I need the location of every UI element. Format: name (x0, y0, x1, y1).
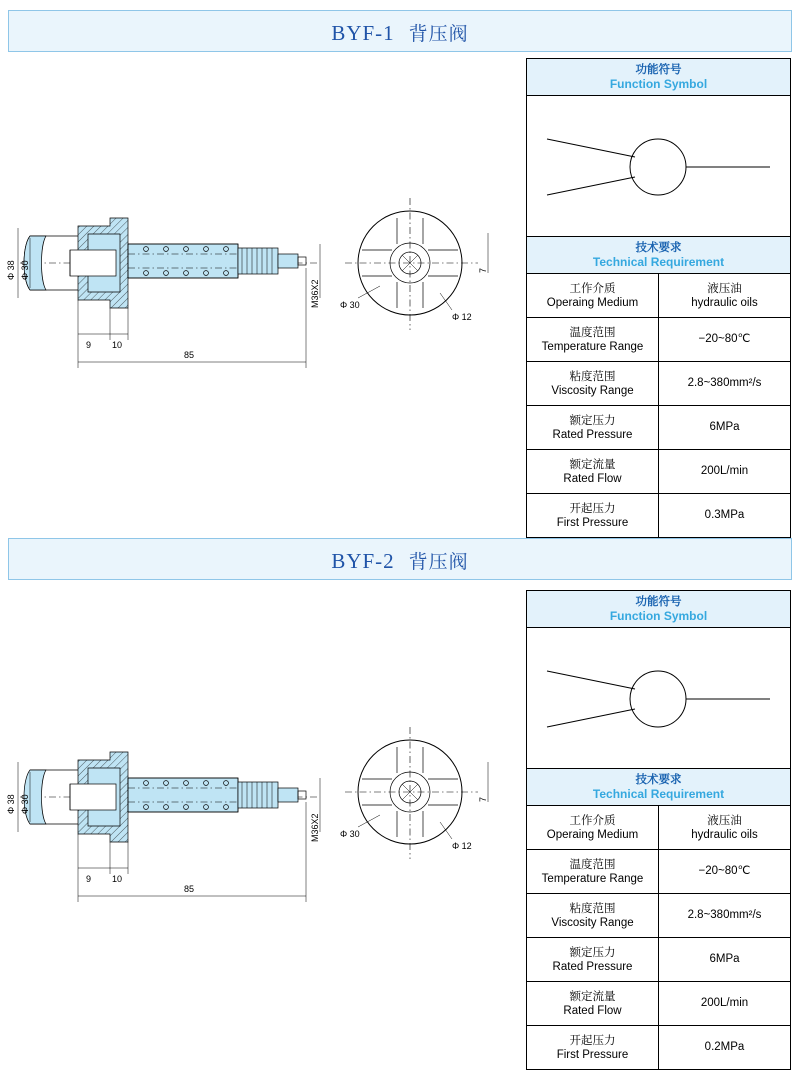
title-cn: 背压阀 (408, 551, 469, 573)
spec-label-en: First Pressure (556, 1048, 629, 1061)
symbol-header-en: Function Symbol (609, 76, 708, 91)
spec-value-first-pressure: 0.2MPa (659, 1026, 791, 1070)
spec-label-cn: 工作介质 (569, 281, 616, 296)
tech-header-en: Technical Requirement (592, 254, 725, 269)
spec-label-en: Rated Flow (563, 1004, 622, 1017)
dim-hole-dia: Φ 12 (452, 841, 472, 851)
function-symbol-icon (527, 97, 790, 235)
section-title-bar (8, 10, 792, 52)
spec-value-operating-medium (659, 274, 791, 318)
table-row (527, 274, 791, 318)
spec-value-en: hydraulic oils (691, 296, 758, 309)
spec-label-cn: 额定压力 (569, 945, 616, 960)
dim-hole-dia: Φ 12 (452, 312, 472, 322)
tech-header-cn: 技术要求 (635, 772, 682, 787)
table-row (527, 406, 791, 450)
title-cn: 背压阀 (408, 23, 469, 45)
spec-label-en: Viscosity Range (551, 384, 634, 397)
spec-label-en: Temperature Range (541, 340, 644, 353)
table-row (527, 982, 791, 1026)
spec-label-rated-flow (527, 450, 659, 494)
spec-value-first-pressure: 0.3MPa (659, 494, 791, 538)
dim-outer-dia: Φ 38 (6, 794, 16, 814)
tech-header-cn: 技术要求 (635, 240, 682, 255)
spec-value-operating-medium (659, 806, 791, 850)
table-row (527, 894, 791, 938)
spec-label-viscosity-range (527, 894, 659, 938)
section-title-bar (8, 538, 792, 580)
dim-thread: M36X2 (310, 813, 320, 842)
dim-inner-dia: Φ 30 (20, 794, 30, 814)
tech-header-cell (527, 769, 791, 806)
technical-drawing-byf-2 (0, 592, 525, 1002)
spec-label-en: Operaing Medium (546, 828, 639, 841)
dim-len-9: 9 (86, 340, 92, 350)
spec-label-en: Viscosity Range (551, 916, 634, 929)
spec-label-viscosity-range (527, 362, 659, 406)
page-title (9, 19, 791, 46)
technical-drawing-byf-1 (0, 58, 525, 458)
product-section-byf-1 (0, 0, 800, 530)
spec-label-en: Rated Pressure (552, 960, 633, 973)
spec-label-operating-medium (527, 274, 659, 318)
spec-label-cn: 额定流量 (569, 989, 616, 1004)
spec-label-temperature-range (527, 318, 659, 362)
side-view-assembly (20, 752, 320, 842)
table-row-tech-header (527, 769, 791, 806)
front-view (340, 198, 488, 330)
dim-thread: M36X2 (310, 279, 320, 308)
function-symbol-cell (527, 96, 791, 237)
function-symbol-cell (527, 628, 791, 769)
table-row (527, 938, 791, 982)
spec-table-byf-1 (526, 58, 791, 538)
spec-label-temperature-range (527, 850, 659, 894)
page-title (9, 547, 791, 574)
spec-value-temperature-range: −20~80℃ (659, 850, 791, 894)
spec-label-cn: 粘度范围 (569, 901, 616, 916)
spec-table-byf-2 (526, 590, 791, 1070)
dim-len-10: 10 (112, 874, 123, 884)
spec-label-en: First Pressure (556, 516, 629, 529)
spec-value-cn: 液压油 (707, 813, 742, 828)
dim-inner-dia: Φ 30 (20, 260, 30, 280)
dim-len-85: 85 (184, 350, 195, 360)
spec-value-cn: 液压油 (707, 281, 742, 296)
side-view-assembly (20, 218, 320, 308)
dim-thickness: 7 (478, 796, 488, 802)
spec-value-temperature-range: −20~80℃ (659, 318, 791, 362)
spec-label-cn: 开起压力 (569, 1033, 616, 1048)
spec-value-viscosity-range: 2.8~380mm²/s (659, 894, 791, 938)
function-symbol-icon (527, 629, 790, 767)
dim-outer-dia: Φ 38 (6, 260, 16, 280)
spec-value-rated-flow: 200L/min (659, 450, 791, 494)
spec-label-first-pressure (527, 1026, 659, 1070)
dim-thickness: 7 (478, 267, 488, 273)
spec-label-cn: 额定流量 (569, 457, 616, 472)
symbol-header-cn: 功能符号 (635, 62, 682, 77)
spec-label-cn: 开起压力 (569, 501, 616, 516)
spec-value-rated-flow: 200L/min (659, 982, 791, 1026)
table-row-symbol-header (527, 59, 791, 96)
table-row-symbol (527, 628, 791, 769)
table-row (527, 318, 791, 362)
title-code: BYF-1 (331, 21, 395, 45)
spec-value-rated-pressure: 6MPa (659, 938, 791, 982)
spec-label-cn: 额定压力 (569, 413, 616, 428)
spec-value-viscosity-range: 2.8~380mm²/s (659, 362, 791, 406)
spec-label-en: Rated Flow (563, 472, 622, 485)
symbol-header-cell (527, 591, 791, 628)
table-row-tech-header (527, 237, 791, 274)
dim-len-10: 10 (112, 340, 123, 350)
title-code: BYF-2 (331, 549, 395, 573)
spec-label-cn: 工作介质 (569, 813, 616, 828)
table-row (527, 450, 791, 494)
spec-value-en: hydraulic oils (691, 828, 758, 841)
symbol-header-cn: 功能符号 (635, 594, 682, 609)
spec-value-rated-pressure: 6MPa (659, 406, 791, 450)
tech-header-en: Technical Requirement (592, 786, 725, 801)
table-row-symbol-header (527, 591, 791, 628)
product-section-byf-2 (0, 530, 800, 1074)
tech-header-cell (527, 237, 791, 274)
spec-label-en: Rated Pressure (552, 428, 633, 441)
dim-front-dia: Φ 30 (340, 829, 360, 839)
dim-len-9: 9 (86, 874, 92, 884)
spec-label-cn: 粘度范围 (569, 369, 616, 384)
front-view (340, 727, 488, 859)
spec-label-rated-pressure (527, 938, 659, 982)
symbol-header-cell (527, 59, 791, 96)
spec-label-rated-pressure (527, 406, 659, 450)
table-row (527, 362, 791, 406)
table-row (527, 850, 791, 894)
table-row (527, 1026, 791, 1070)
table-row (527, 806, 791, 850)
dim-len-85: 85 (184, 884, 195, 894)
table-row-symbol (527, 96, 791, 237)
spec-label-operating-medium (527, 806, 659, 850)
symbol-header-en: Function Symbol (609, 608, 708, 623)
spec-label-en: Operaing Medium (546, 296, 639, 309)
spec-label-cn: 温度范围 (569, 325, 616, 340)
spec-label-rated-flow (527, 982, 659, 1026)
dim-front-dia: Φ 30 (340, 300, 360, 310)
spec-label-cn: 温度范围 (569, 857, 616, 872)
spec-label-en: Temperature Range (541, 872, 644, 885)
